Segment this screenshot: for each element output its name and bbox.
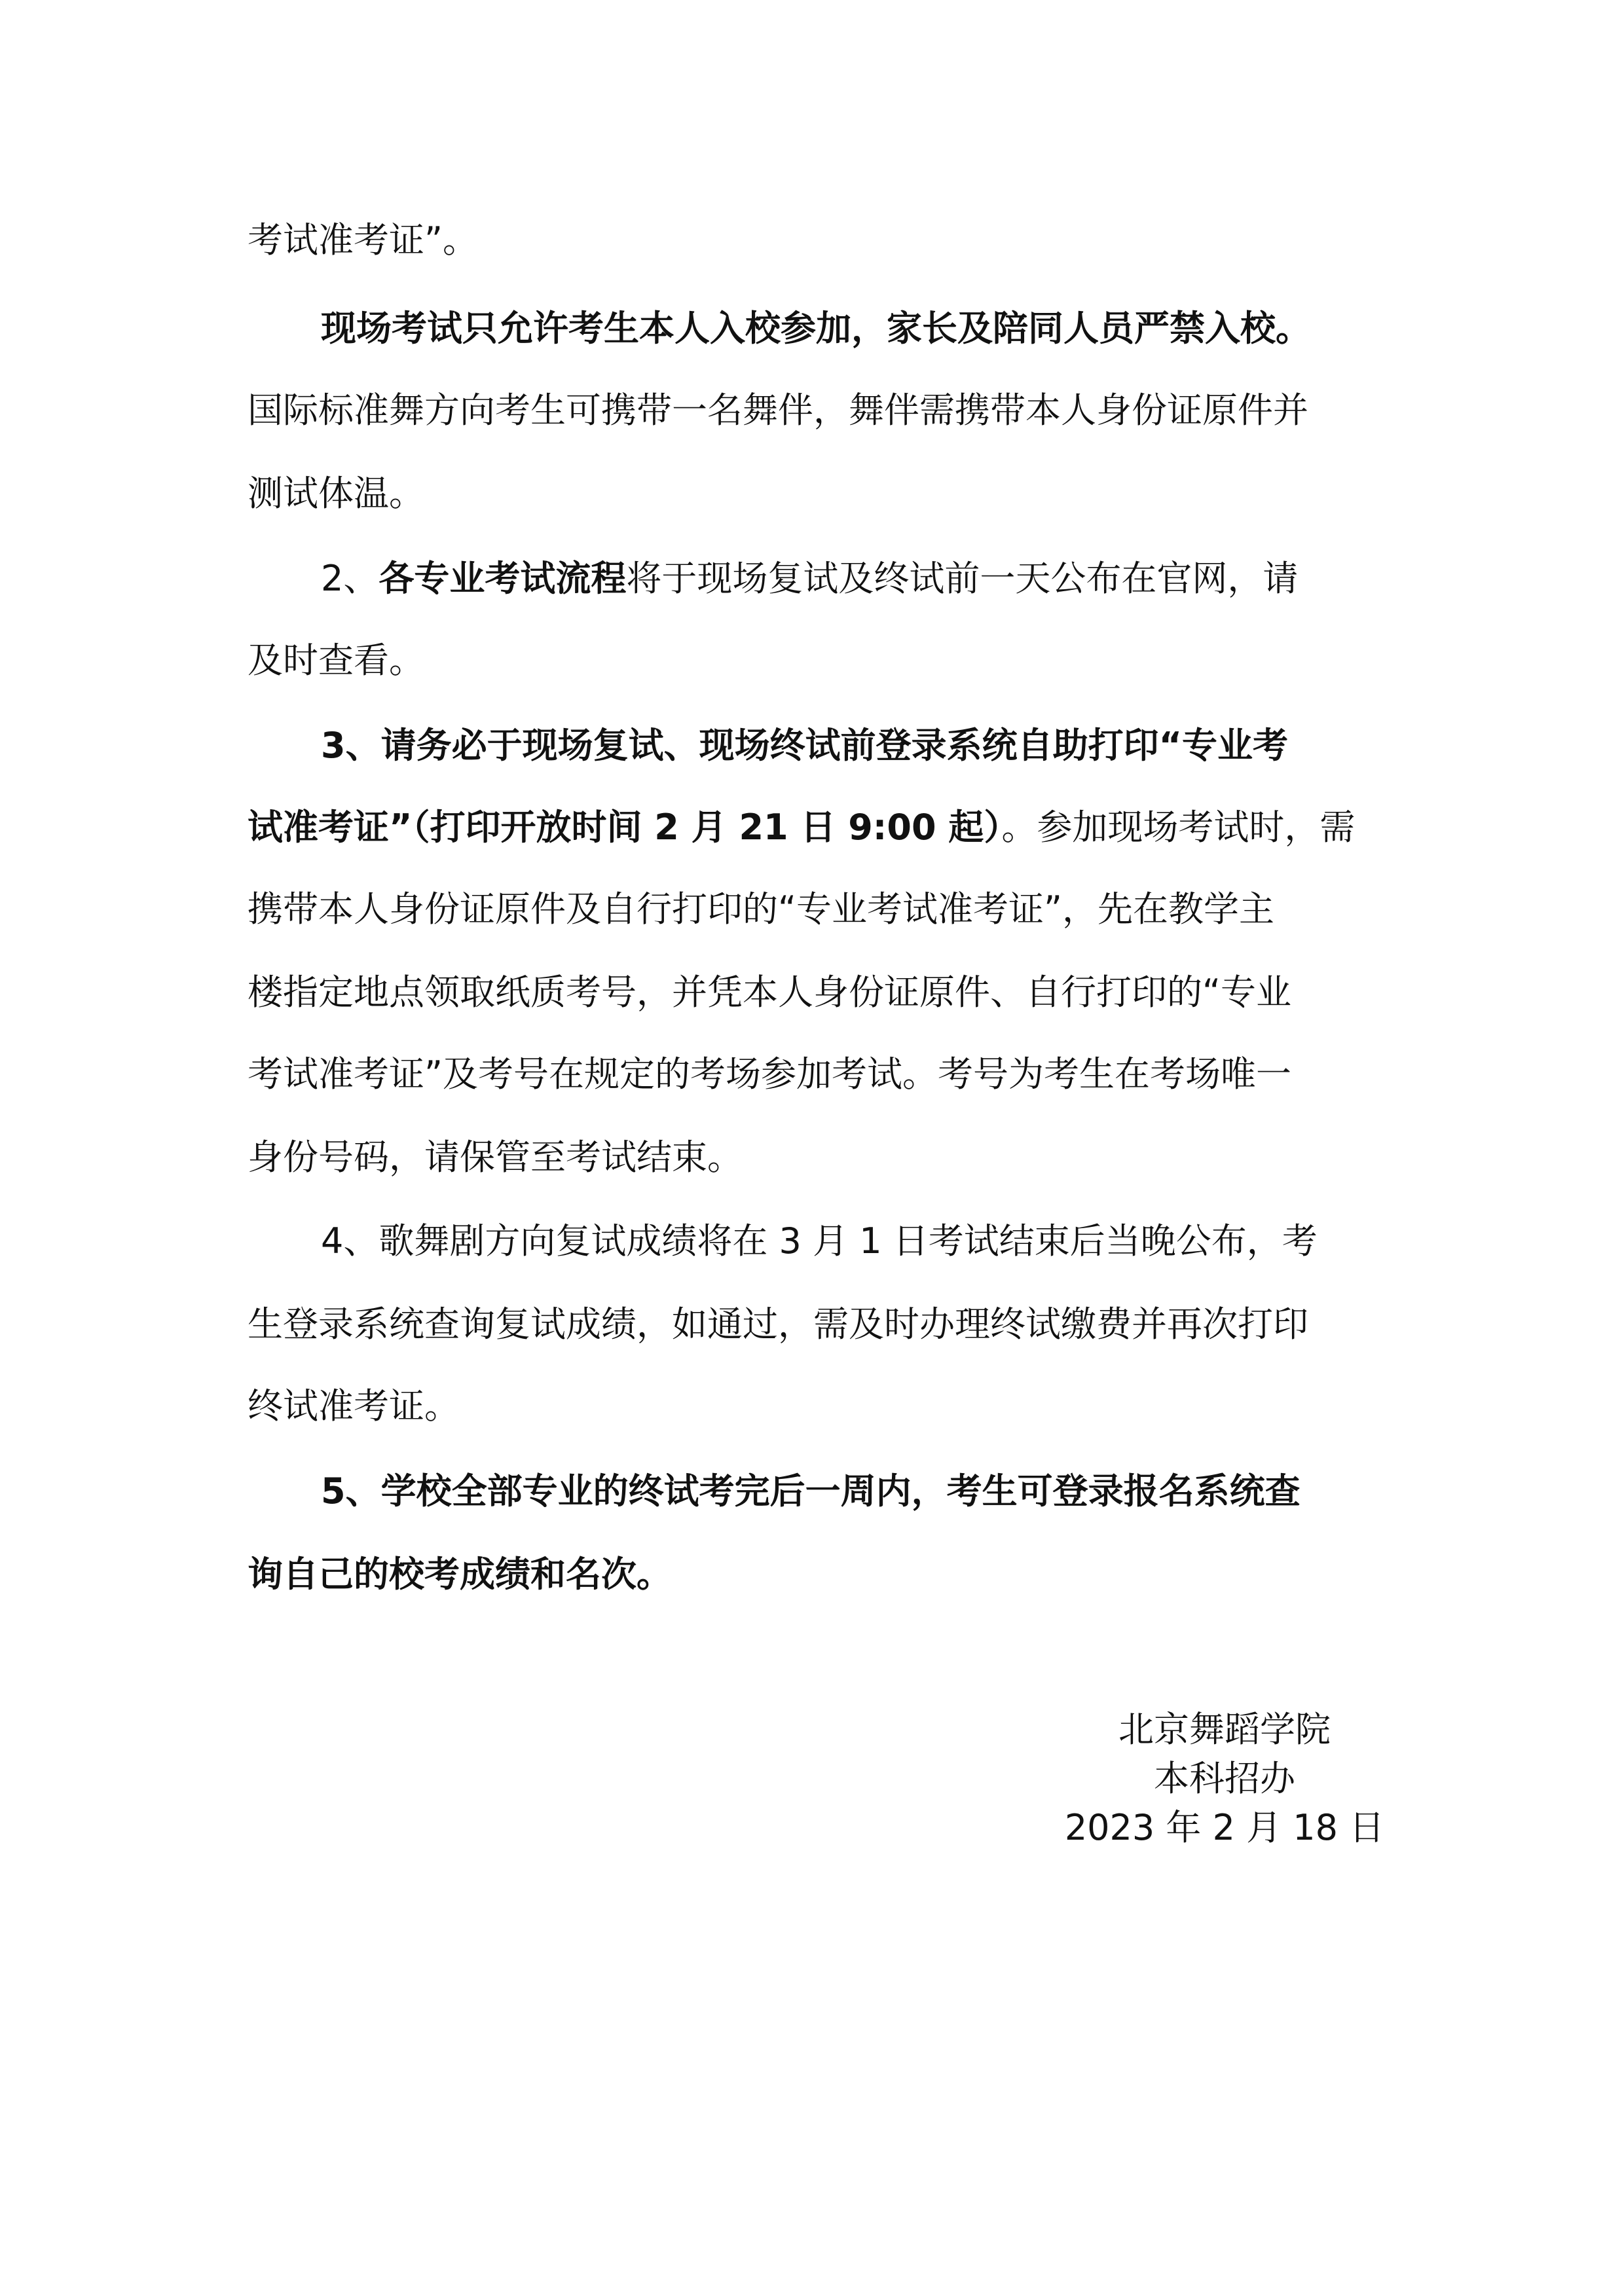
text-line: 考试准考证”。 <box>248 219 478 261</box>
exam-process-emphasis: 各专业考试流程 <box>378 558 627 599</box>
text-line: 。参加现场考试时，需 <box>1001 807 1356 848</box>
paragraph-4: 4、歌舞剧方向复试成绩将在 3 月 1 日考试结束后当晚公布，考 <box>321 1220 1318 1262</box>
signature-department: 本科招办 <box>1154 1758 1295 1799</box>
text-line: 终试准考证。 <box>248 1385 460 1427</box>
text-line <box>248 807 1356 848</box>
text-line: 将于现场复试及终试前一天公布在官网，请 <box>626 558 1299 599</box>
signature-organization: 北京舞蹈学院 <box>1118 1709 1331 1750</box>
text-line: 考试准考证”及考号在规定的考场参加考试。考号为考生在考场唯一 <box>248 1053 1291 1095</box>
paragraph-5: 5、学校全部专业的终试考完后一周内，考生可登录报名系统查 <box>321 1470 1301 1512</box>
text-line: 楼指定地点领取纸质考号，并凭本人身份证原件、自行打印的“专业 <box>248 972 1291 1013</box>
text-line: 国际标准舞方向考生可携带一名舞伴，舞伴需携带本人身份证原件并 <box>248 390 1308 431</box>
paragraph-2 <box>321 558 1299 599</box>
text-line: 身份号码，请保管至考试结束。 <box>248 1137 743 1178</box>
text-line: 携带本人身份证原件及自行打印的“专业考试准考证”，先在教学主 <box>248 888 1274 930</box>
paragraph-onsite-rule: 现场考试只允许考生本人入校参加，家长及陪同人员严禁入校。 <box>321 308 1311 349</box>
text-line: 生登录系统查询复试成绩，如通过，需及时办理终试缴费并再次打印 <box>248 1303 1308 1345</box>
text-line: 测试体温。 <box>248 473 424 514</box>
print-time-emphasis: 试准考证”（打印开放时间 2 月 21 日 9:00 起） <box>248 807 1002 848</box>
item-number: 2、 <box>321 558 379 599</box>
text-line: 询自己的校考成绩和名次。 <box>248 1554 672 1595</box>
signature-date: 2023 年 2 月 18 日 <box>1064 1807 1385 1848</box>
paragraph-3: 3、请务必于现场复试、现场终试前登录系统自助打印“专业考 <box>321 725 1289 766</box>
text-line: 及时查看。 <box>248 640 424 681</box>
